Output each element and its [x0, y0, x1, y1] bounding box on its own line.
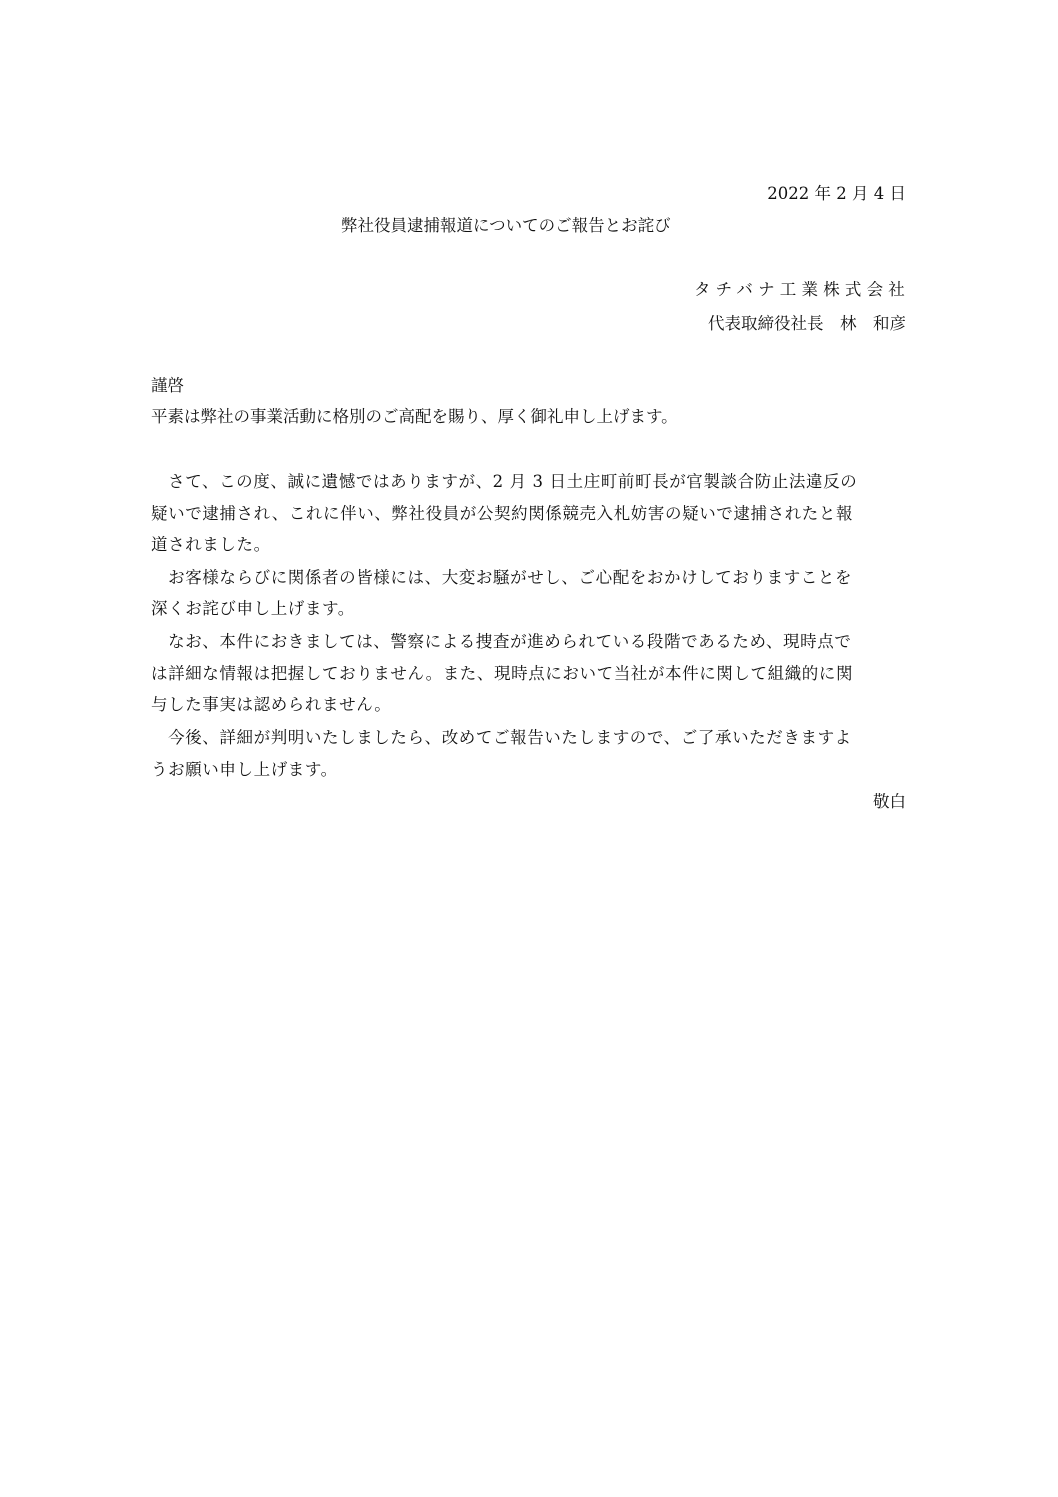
body-line: 道されました。 — [151, 535, 271, 554]
body-line: 与した事実は認められません。 — [151, 695, 392, 714]
closing-remark: 敬白 — [873, 792, 906, 811]
body-line: 今後、詳細が判明いたしましたら、改めてご報告いたしますので、ご了承いただきますよ — [151, 728, 852, 747]
document-date: 2022 年 2 月 4 日 — [767, 184, 906, 203]
document-title: 弊社役員逮捕報道についてのご報告とお詫び — [341, 216, 671, 235]
body-line: 疑いで逮捕され、これに伴い、弊社役員が公契約関係競売入札妨害の疑いで逮捕されたと報 — [151, 504, 854, 523]
body-line: は詳細な情報は把握しておりません。また、現時点において当社が本件に関して組織的に関 — [151, 664, 854, 683]
body-line: さて、この度、誠に遺憾ではありますが、2 月 3 日土庄町前町長が官製談合防止法違反の — [151, 472, 858, 491]
greeting-paragraph: 平素は弊社の事業活動に格別のご高配を賜り、厚く御礼申し上げます。 — [151, 407, 678, 426]
company-name: タチバナ工業株式会社 — [693, 280, 910, 299]
body-line: お客様ならびに関係者の皆様には、大変お騒がせし、ご心配をおかけしておりますことを — [151, 568, 853, 587]
body-line: うお願い申し上げます。 — [151, 760, 338, 779]
body-line: なお、本件におきましては、警察による捜査が進められている段階であるため、現時点で — [151, 632, 852, 651]
salutation: 謹啓 — [151, 376, 184, 395]
body-line: 深くお詫び申し上げます。 — [151, 599, 355, 618]
representative-name: 代表取締役社長 林 和彦 — [708, 314, 906, 333]
